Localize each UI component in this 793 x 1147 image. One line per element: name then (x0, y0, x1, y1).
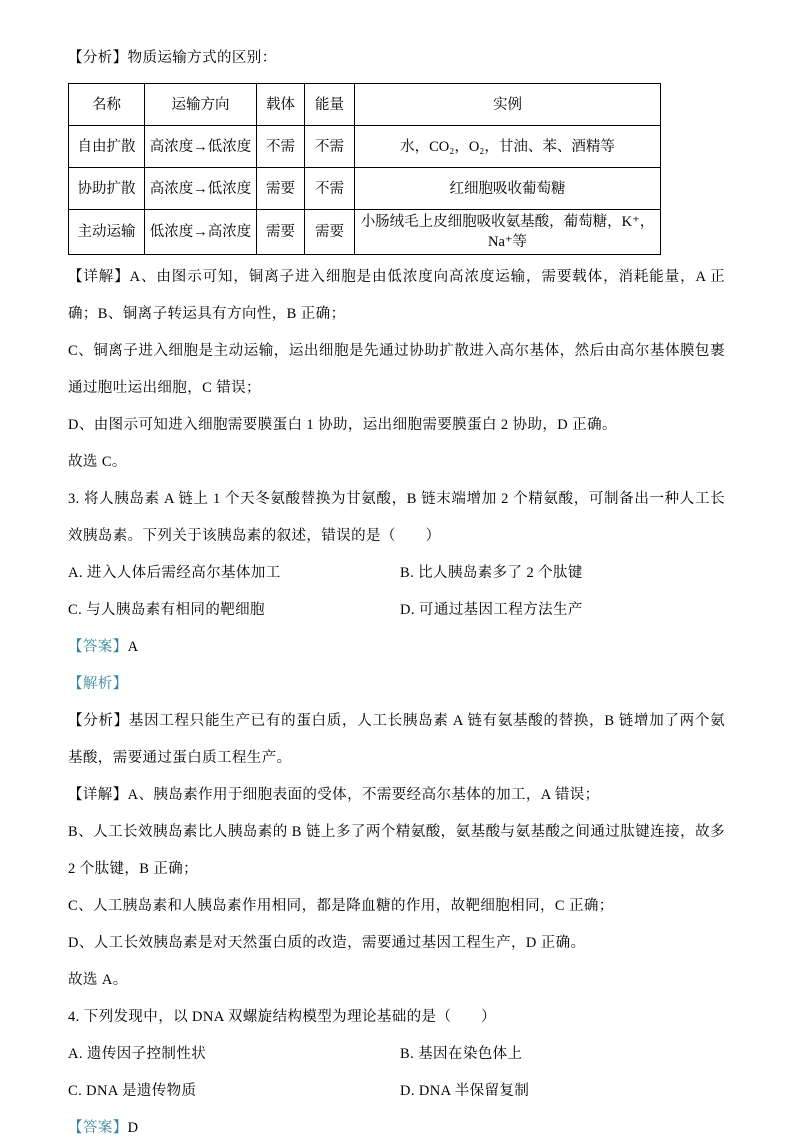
q4-option-d: D. DNA 半保留复制 (400, 1083, 530, 1099)
table-row-facilitated-diffusion (69, 168, 661, 210)
q3-option-c: C. 与人胰岛素有相同的靶细胞 (68, 602, 265, 618)
q3-options-row-1 (68, 555, 725, 592)
table-row-free-diffusion (69, 126, 661, 168)
q3-detail-p1: 【详解】A、胰岛素作用于细胞表面的受体，不需要经高尔基体的加工，A 错误； (68, 787, 600, 803)
q3-option-a: A. 进入人体后需经高尔基体加工 (68, 565, 281, 581)
table-header-direction: 运输方向 (145, 84, 257, 126)
q2-conclusion: 故选 C。 (68, 454, 127, 470)
table-cell: 主动运输 (69, 210, 145, 255)
q3-options-row-2 (68, 592, 725, 629)
q3-option-b: B. 比人胰岛素多了 2 个肽键 (400, 565, 583, 581)
q2-detail-p3: D、由图示可知进入细胞需要膜蛋白 1 协助，运出细胞需要膜蛋白 2 协助，D 正确。 (68, 417, 617, 433)
table-cell: 需要 (305, 210, 355, 255)
q3-option-d: D. 可通过基因工程方法生产 (400, 602, 583, 618)
table-header-row (69, 84, 661, 126)
q4-option-c: C. DNA 是遗传物质 (68, 1083, 197, 1099)
q4-answer-line (68, 1110, 725, 1147)
q3-detail-p2: B、人工长效胰岛素比人胰岛素的 B 链上多了两个精氨酸，氨基酸与氨基酸之间通过肽键连接，故多 2 个肽键，B 正确； (68, 824, 725, 877)
q3-conclusion: 故选 A。 (68, 972, 128, 988)
q4-option-b: B. 基因在染色体上 (400, 1046, 523, 1062)
q3-stem: 3. 将人胰岛素 A 链上 1 个天冬氨酸替换为甘氨酸，B 链末端增加 2 个精氨酸，可制备出一种人工长效胰岛素。下列关于该胰岛素的叙述，错误的是（ ） (68, 491, 725, 544)
q4-options-row-2 (68, 1073, 725, 1110)
q4-answer-value: D (127, 1120, 139, 1136)
table-header-example: 实例 (355, 84, 661, 126)
q2-detail-p2: C、铜离子进入细胞是主动运输，运出细胞是先通过协助扩散进入高尔基体，然后由高尔基体膜包裹通过胞吐运出细胞，C 错误； (68, 343, 725, 396)
q4-answer-label: 【答案】 (68, 1120, 128, 1136)
q3-detail-p3: C、人工胰岛素和人胰岛素作用相同，都是降血糖的作用，故靶细胞相同，C 正确； (68, 898, 614, 914)
table-cell: 高浓度→低浓度 (145, 126, 257, 168)
table-cell: 不需 (305, 168, 355, 210)
table-cell: 红细胞吸收葡萄糖 (355, 168, 661, 210)
table-row-active-transport (69, 210, 661, 255)
q3-detail-p4: D、人工长效胰岛素是对天然蛋白质的改造，需要通过基因工程生产，D 正确。 (68, 935, 586, 951)
table-cell: 自由扩散 (69, 126, 145, 168)
table-cell: 水，CO₂，O₂，甘油、苯、酒精等 (355, 126, 661, 168)
q4-stem: 4. 下列发现中，以 DNA 双螺旋结构模型为理论基础的是（ ） (68, 1009, 497, 1025)
q3-analysis-label: 【解析】 (68, 676, 128, 692)
q4-options-row-1 (68, 1036, 725, 1073)
table-cell: 不需 (305, 126, 355, 168)
q3-analysis-label-line (68, 666, 725, 703)
table-cell: 小肠绒毛上皮细胞吸收氨基酸，葡萄糖，K⁺，Na⁺等 (355, 210, 661, 255)
table-header-carrier: 载体 (257, 84, 305, 126)
analysis-intro: 【分析】物质运输方式的区别： (68, 50, 277, 66)
table-cell: 低浓度→高浓度 (145, 210, 257, 255)
q3-answer-label: 【答案】 (68, 639, 128, 655)
q3-answer-line (68, 629, 725, 666)
q4-option-a: A. 遗传因子控制性状 (68, 1046, 207, 1062)
table-header-name: 名称 (69, 84, 145, 126)
table-cell: 高浓度→低浓度 (145, 168, 257, 210)
table-cell: 不需 (257, 126, 305, 168)
table-cell: 协助扩散 (69, 168, 145, 210)
table-cell: 需要 (257, 210, 305, 255)
q2-detail-p1: 【详解】A、由图示可知，铜离子进入细胞是由低浓度向高浓度运输，需要载体，消耗能量，A 正确；B、铜离子转运具有方向性，B 正确； (68, 269, 725, 322)
q3-answer-value: A (127, 639, 139, 655)
table-cell: 需要 (257, 168, 305, 210)
transport-table (68, 83, 661, 255)
table-header-energy: 能量 (305, 84, 355, 126)
q3-analysis: 【分析】基因工程只能生产已有的蛋白质，人工长胰岛素 A 链有氨基酸的替换，B 链增加了两个氨基酸，需要通过蛋白质工程生产。 (68, 713, 725, 766)
